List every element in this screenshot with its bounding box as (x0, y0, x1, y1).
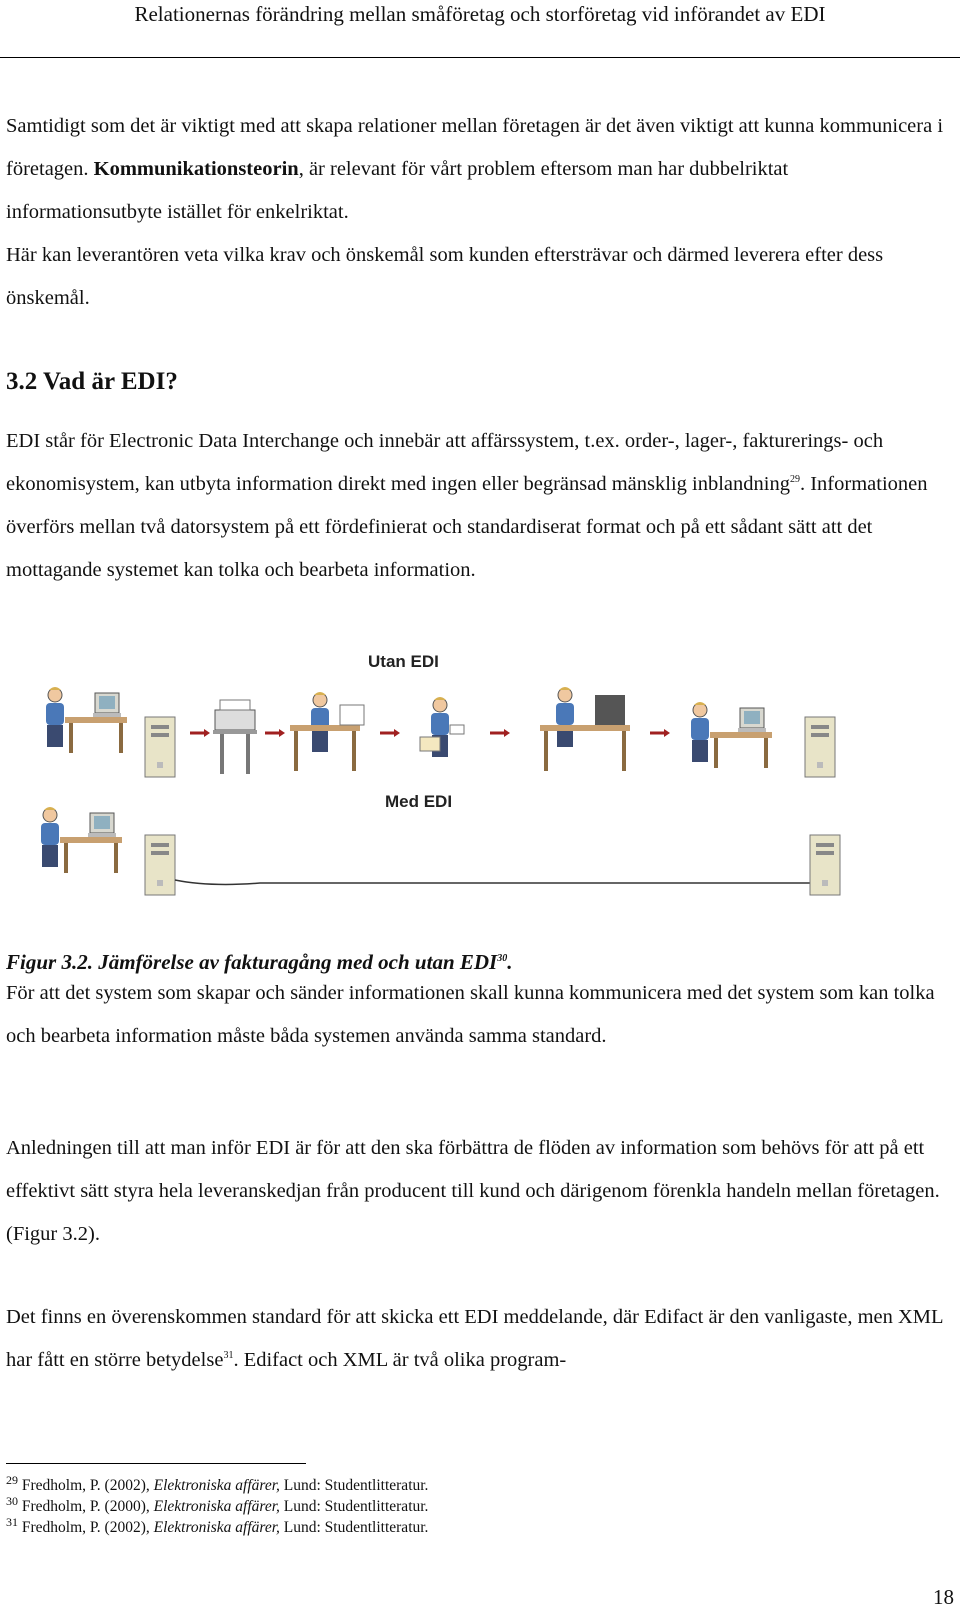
receiver-computer-icon (805, 717, 835, 777)
footnote-ref[interactable]: 29 (789, 474, 800, 486)
footnote-publisher: Lund: Studentlitteratur. (279, 1477, 429, 1494)
sender-person-icon (46, 687, 127, 753)
arrow-icon (650, 729, 670, 737)
footnote-title: Elektroniska affärer, (153, 1519, 280, 1536)
footnote-30 (6, 1493, 429, 1517)
arrow-icon (190, 729, 210, 737)
receiver-person-icon (691, 702, 772, 768)
bold-term: Kommunikationsteorin (93, 158, 299, 180)
footnote-29 (6, 1472, 429, 1496)
row-with-edi (41, 807, 840, 895)
footnote-publisher: Lund: Studentlitteratur. (279, 1519, 429, 1536)
paragraph-text: . Edifact och XML är två olika program- (233, 1349, 567, 1371)
footnote-author: Fredholm, P. (2002), (18, 1519, 154, 1536)
footnote-number: 31 (6, 1514, 18, 1529)
edi-connection-line (175, 880, 810, 884)
footnote-31 (6, 1514, 429, 1538)
section-heading: 3.2 Vad är EDI? (6, 368, 178, 395)
receiver-computer-icon (810, 835, 840, 895)
page-number: 18 (933, 1585, 954, 1609)
footnote-rule (6, 1463, 306, 1464)
footnote-title: Elektroniska affärer, (153, 1477, 280, 1494)
sender-computer-icon (145, 835, 175, 895)
paragraph-standard: För att det system som skapar och sänder informationen skall kunna kommunicera med det system som kan tolka och bearbeta information måste båda systemen använda samma standard. (6, 982, 935, 1047)
paragraph-edi-definition (6, 420, 946, 592)
label-with-edi: Med EDI (385, 792, 453, 811)
arrow-icon (265, 729, 285, 737)
footnote-author: Fredholm, P. (2000), (18, 1498, 154, 1515)
paragraph-text: EDI står för Electronic Data Interchange och innebär att affärssystem, t.ex. order-, lager-, fakturerings- och ekonomisystem, kan utbyta information direkt med ingen eller begränsad mänsklig inblandning (6, 430, 884, 495)
footnote-ref[interactable]: 30 (497, 953, 508, 964)
sender-computer-icon (145, 717, 175, 777)
printer-icon (213, 700, 257, 774)
footnote-number: 29 (6, 1472, 18, 1487)
caption-end: . (507, 950, 513, 974)
edi-comparison-figure (10, 655, 870, 925)
paragraph-text: Samtidigt som det är viktigt med att skapa relationer mellan företagen är det även viktigt att kunna kommunicera i företagen. (6, 115, 944, 180)
caption-text: Figur 3.2. Jämförelse av fakturagång med och utan EDI (6, 950, 498, 974)
arrow-icon (380, 729, 400, 737)
footnote-author: Fredholm, P. (2002), (18, 1477, 154, 1494)
clerk-person-icon (290, 692, 364, 771)
running-header: Relationernas förändring mellan småföretag och storföretag vid införandet av EDI (134, 2, 826, 26)
paragraph-text: . Informationen överförs mellan två datorsystem på ett fördefinierat och standardiserat format och på ett sådant sätt att det mottagande systemet kan tolka och bearbeta information. (6, 473, 928, 581)
footnote-number: 30 (6, 1493, 18, 1508)
footnote-publisher: Lund: Studentlitteratur. (279, 1498, 429, 1515)
label-without-edi: Utan EDI (368, 655, 439, 671)
footnote-ref[interactable]: 31 (223, 1350, 234, 1362)
receiver-clerk-icon (540, 687, 630, 771)
arrow-icon (490, 729, 510, 737)
paragraph-reason: Anledningen till att man inför EDI är för att den ska förbättra de flöden av information som behövs för att på ett effektivt sätt styra hela leveranskedjan från producent till kund och därigenom förenkla handeln mellan företagen. (Figur 3.2). (6, 1137, 940, 1245)
paragraph-text: , är relevant för vårt problem eftersom man har dubbelriktat informationsutbyte istället för enkelriktat. (6, 158, 789, 223)
paragraph-edifact (6, 1296, 946, 1382)
footnote-title: Elektroniska affärer, (153, 1498, 280, 1515)
mail-carrier-icon (420, 697, 464, 757)
paragraph-communication (6, 105, 946, 320)
paragraph-text: Här kan leverantören veta vilka krav och önskemål som kunden eftersträvar och därmed leverera efter dess önskemål. (6, 244, 884, 309)
footnotes (6, 1472, 429, 1538)
header-rule (0, 57, 960, 58)
sender-person-icon (41, 807, 122, 873)
paragraph-text: Det finns en överenskommen standard för att skicka ett EDI meddelande, där Edifact är den vanligaste, men XML har fått en större betydelse (6, 1306, 943, 1371)
row-without-edi (46, 687, 835, 777)
